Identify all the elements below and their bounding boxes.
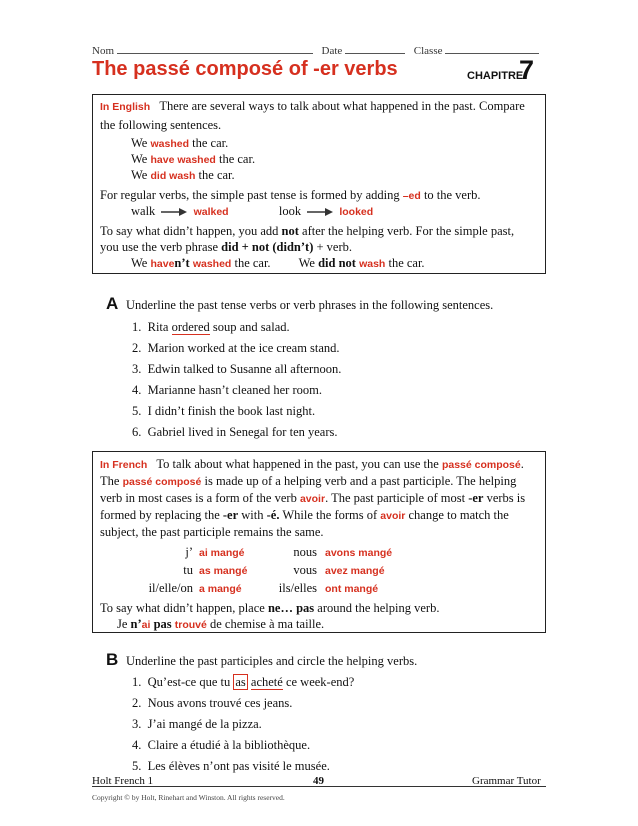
conj-subject: nous	[293, 545, 317, 559]
copyright: Copyright © by Holt, Rinehart and Winston. All rights reserved.	[92, 793, 285, 802]
conj-subject: vous	[293, 563, 317, 577]
conj-form: ont mangé	[325, 583, 379, 595]
exercise-b-item-1: 1. Qu’est-ce que tu as acheté ce week-end?	[132, 675, 355, 689]
page-title: The passé composé of -er verbs	[92, 58, 398, 80]
chapitre-label: CHAPITRE	[467, 70, 524, 82]
exercise-b-item-5: 5. Les élèves n’ont pas visité le musée.	[132, 759, 330, 773]
exercise-b-item-2: 2. Nous avons trouvé ces jeans.	[132, 696, 293, 710]
classe-label: Classe	[413, 45, 443, 57]
exercise-b-item-3: 3. J’ai mangé de la pizza.	[132, 717, 262, 731]
underlined-participle: acheté	[250, 675, 283, 689]
footer-title: Grammar Tutor	[472, 775, 541, 787]
exercise-b-letter: B	[106, 650, 119, 669]
in-french-box	[92, 451, 546, 633]
exercise-b-instruction: Underline the past participles and circle the helping verbs.	[126, 654, 418, 668]
conj-form: avez mangé	[325, 565, 385, 577]
conj-subject: j’	[185, 545, 193, 559]
underlined-verb: ordered	[171, 320, 210, 334]
conj-form: as mangé	[199, 565, 248, 577]
arrow-icon	[307, 208, 333, 216]
exercise-a-letter: A	[106, 294, 119, 313]
french-line-3: verb in most cases is a form of the verb avoir. The past participle of most -er verbs is	[100, 491, 526, 505]
conj-form: a mangé	[199, 583, 242, 595]
english-example-1: We washed the car.	[131, 136, 229, 150]
conj-subject: ils/elles	[278, 581, 317, 595]
exercise-a-item-2: 2. Marion worked at the ice cream stand.	[132, 341, 340, 355]
exercise-b-item-4: 4. Claire a étudié à la bibliothèque.	[132, 738, 311, 752]
footer-page-number: 49	[313, 775, 324, 787]
english-neg-line-1: To say what didn’t happen, you add not after the helping verb. For the simple past,	[100, 224, 515, 238]
date-blank	[345, 44, 405, 54]
french-line-2: The passé composé is made up of a helping verb and a past participle. The helping	[100, 474, 517, 488]
french-line-1: In French To talk about what happened in the past, you can use the passé composé.	[100, 457, 524, 471]
footer-book: Holt French 1	[92, 775, 154, 787]
english-neg-example: We haven’t washed the car. We did not wash the car.	[131, 256, 425, 270]
conj-subject: tu	[183, 563, 193, 577]
french-line-5: subject, the past participle remains the same.	[100, 525, 324, 539]
conj-subject: il/elle/on	[148, 581, 193, 595]
english-intro-line-1: In English There are several ways to talk about what happened in the past. Compare	[100, 99, 525, 113]
english-example-2: We have washed the car.	[131, 152, 256, 166]
nom-label: Nom	[92, 45, 114, 57]
in-english-tag: In English	[100, 101, 151, 113]
look-word: look	[278, 204, 302, 218]
nom-blank	[117, 44, 313, 54]
looked-word: looked	[339, 206, 374, 218]
walk-look-line	[131, 203, 373, 220]
exercise-a-item-6: 6. Gabriel lived in Senegal for ten years.	[132, 425, 338, 439]
exercise-a-item-3: 3. Edwin talked to Susanne all afternoon.	[132, 362, 342, 376]
conj-form: ai mangé	[199, 547, 245, 559]
date-label: Date	[321, 45, 343, 57]
exercise-a-item-5: 5. I didn’t finish the book last night.	[132, 404, 316, 418]
name-date-class-line	[92, 44, 539, 57]
english-intro-line-2: the following sentences.	[100, 118, 222, 132]
classe-blank	[445, 44, 539, 54]
conj-form: avons mangé	[325, 547, 393, 559]
walk-word: walk	[131, 204, 156, 218]
circled-helping-verb: as	[235, 675, 246, 689]
in-english-box	[92, 94, 546, 274]
arrow-icon	[161, 208, 187, 216]
chapitre-number: 7	[519, 55, 535, 85]
french-line-4: formed by replacing the -er with -é. While the forms of avoir change to match the	[100, 508, 509, 522]
walked-word: walked	[193, 206, 229, 218]
exercise-a-instruction: Underline the past tense verbs or verb phrases in the following sentences.	[126, 298, 494, 312]
french-neg-line: To say what didn’t happen, place ne… pas around the helping verb.	[100, 601, 440, 615]
english-example-3: We did wash the car.	[131, 168, 235, 182]
in-french-tag: In French	[100, 459, 148, 471]
exercise-a-item-4: 4. Marianne hasn’t cleaned her room.	[132, 383, 322, 397]
french-neg-example: Je n’ai pas trouvé de chemise à ma taille.	[117, 617, 325, 631]
exercise-a-item-1: 1. Rita ordered soup and salad.	[132, 320, 290, 334]
english-rule-line: For regular verbs, the simple past tense is formed by adding –ed to the verb.	[100, 188, 481, 202]
english-neg-line-2: you use the verb phrase did + not (didn’t) + verb.	[100, 240, 353, 254]
